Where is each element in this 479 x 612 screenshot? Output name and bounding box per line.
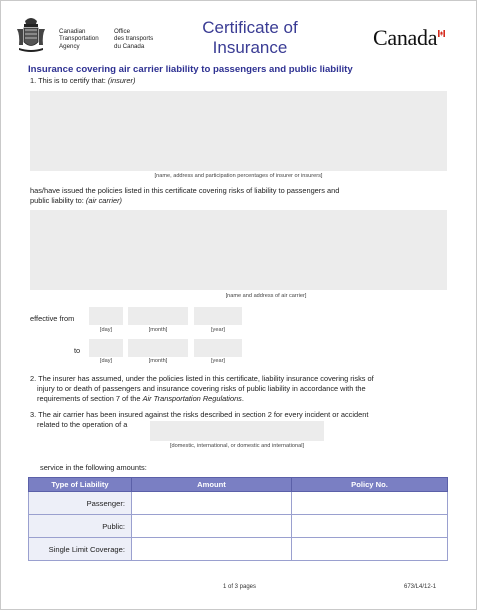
section-1-intro: 1. This is to certify that: (insurer) (30, 76, 136, 85)
public-amount-field[interactable] (132, 515, 292, 538)
form-subtitle: Insurance covering air carrier liability to passengers and public liability (28, 64, 353, 75)
to-month-field[interactable] (128, 339, 188, 357)
department-name-english: Canadian Transportation Agency (59, 28, 99, 50)
liability-table (28, 477, 448, 561)
table-row (29, 492, 448, 515)
section-2-text: 2. The insurer has assumed, under the policies listed in this certificate, liability insurance covering risks of injury to or death of passengers and insurance covering risks of public liability in accordance with the requirements of section 7 of the Air Transportation Regulations. (30, 374, 374, 403)
to-year-field[interactable] (194, 339, 242, 357)
from-month-field[interactable] (128, 307, 188, 325)
section-3-text: 3. The air carrier has been insured against the risks described in section 2 for every incident or accident related to the operation of a (30, 410, 369, 429)
public-policy-field[interactable] (292, 515, 448, 538)
air-carrier-field[interactable] (30, 210, 447, 290)
table-row (29, 515, 448, 538)
from-month-caption: [month] (148, 327, 168, 333)
passenger-amount-field[interactable] (132, 492, 292, 515)
column-header-amount: Amount (132, 478, 292, 492)
service-type-field[interactable] (150, 421, 324, 441)
from-year-field[interactable] (194, 307, 242, 325)
page-count: 1 of 3 pages (222, 584, 257, 590)
issued-policies-text: has/have issued the policies listed in this certificate covering risks of liability to passengers and public liability to: (air carrier) (30, 186, 340, 205)
row-label-single-limit: Single Limit Coverage: (29, 538, 132, 561)
maple-leaf-flag-icon (438, 30, 445, 37)
table-header-row (29, 478, 448, 492)
row-label-public: Public: (29, 515, 132, 538)
document-title: Certificate of Insurance (202, 18, 298, 57)
air-carrier-field-caption: [name and address of air carrier] (225, 293, 307, 299)
amounts-intro-text: service in the following amounts: (40, 463, 147, 472)
effective-to-label: to (74, 346, 81, 355)
row-label-passenger: Passenger: (29, 492, 132, 515)
to-year-caption: [year] (211, 358, 225, 364)
table-row (29, 538, 448, 561)
single-limit-policy-field[interactable] (292, 538, 448, 561)
single-limit-amount-field[interactable] (132, 538, 292, 561)
column-header-policy: Policy No. (292, 478, 448, 492)
coat-of-arms-icon (15, 15, 47, 55)
column-header-type: Type of Liability (29, 478, 132, 492)
canada-wordmark: Canada (373, 25, 438, 50)
to-day-field[interactable] (89, 339, 123, 357)
effective-from-label: effective from (30, 314, 75, 323)
to-day-caption: [day] (99, 358, 113, 364)
passenger-policy-field[interactable] (292, 492, 448, 515)
form-code: 673/L4/12-1 (404, 584, 437, 590)
insurer-field-caption: [name, address and participation percentages of insurer or insurers] (154, 173, 323, 179)
from-day-field[interactable] (89, 307, 123, 325)
from-year-caption: [year] (211, 327, 225, 333)
service-type-caption: [domestic, international, or domestic and international] (169, 443, 304, 449)
department-name-french: Office des transports du Canada (114, 28, 154, 50)
from-day-caption: [day] (99, 327, 113, 333)
insurer-field[interactable] (30, 91, 447, 171)
to-month-caption: [month] (148, 358, 168, 364)
